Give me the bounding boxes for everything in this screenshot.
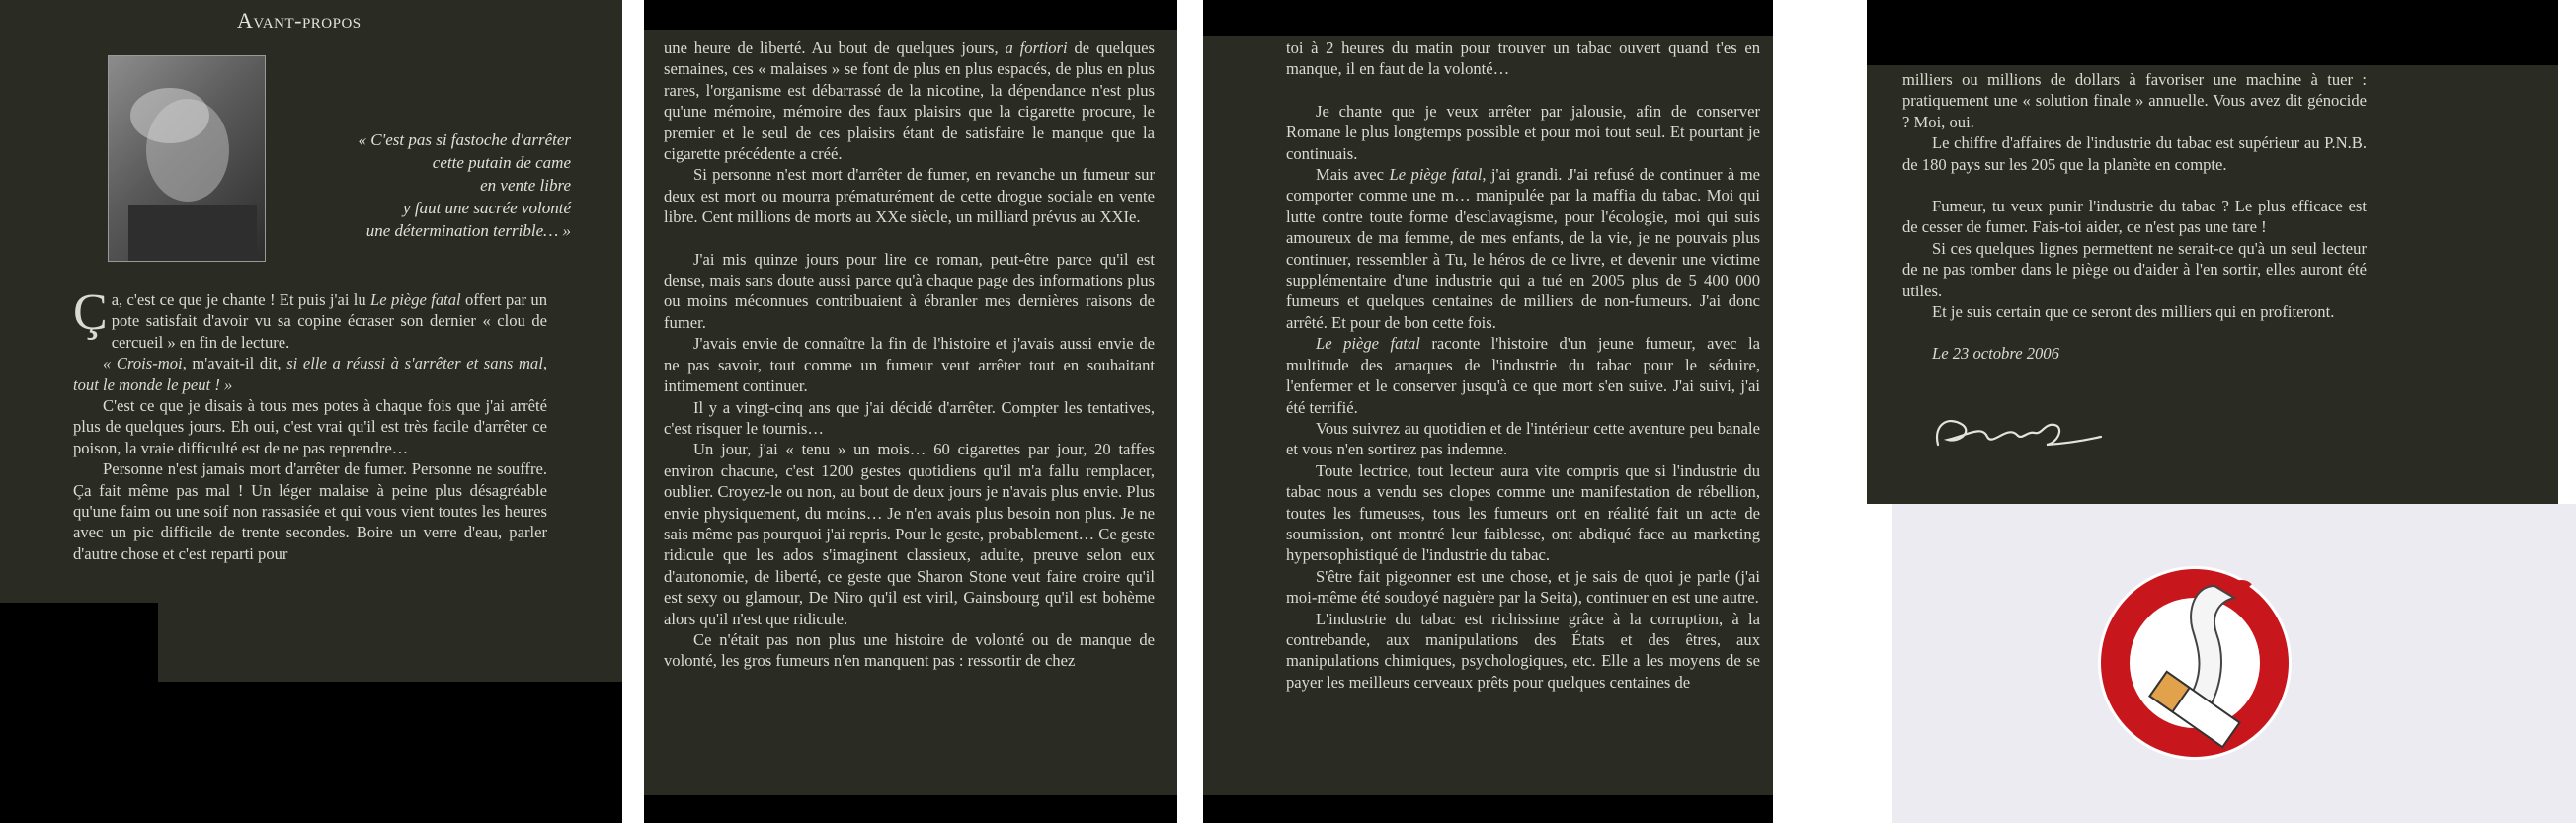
book-page-4: [1867, 0, 2558, 504]
paragraph: Un jour, j'ai « tenu » un mois… 60 cigarettes par jour, 20 taffes environ chacune, c'est 1200 gestes quotidiens qu'il m'a fallu remplacer, oublier. Croyez-le ou non, au bout de deux jours je n'avais plus envie. Plus envie physiquement, du moins… Je n'en avais plus besoin non plus. Je ne sais même pas pourquoi j'ai repris. Pour le geste, probablement… Ce geste ridicule que les ados s'imaginent classieux, adulte, preuve selon eux d'autonomie, de liberté, ce geste que Sharon Stone veut faire croire qu'il est sexy ou glamour, De Niro qu'il est viril, Gainsbourg qu'il est bohème alors qu'il n'est que ridicule.: [664, 440, 1155, 628]
book-page-2: [644, 0, 1177, 823]
paragraph: Et je suis certain que ce seront des milliers qui en profiteront.: [1932, 302, 2335, 322]
paragraph: toi à 2 heures du matin pour trouver un tabac ouvert quand t'es en manque, il en faut de la volonté…: [1286, 39, 1760, 79]
no-smoking-logo: [2096, 556, 2294, 769]
text-column: Ça, c'est ce que je chante ! Et puis j'ai lu Le piège fatal offert par un pote satisfait d'avoir vu sa copine écraser son dernier « clou de cercueil » en fin de lecture. « Crois-moi, m'avait-il dit, si elle a réussi à s'arrêter et sans mal, tout le monde le peut ! » C'est ce que je disais à tous mes potes à chaque fois que j'ai arrêté plus de quelques jours. Eh oui, c'est vrai qu'il est très facile d'arrêter ce poison, la vraie difficulté est de ne pas reprendre… Personne n'est jamais mort d'arrêter de fumer. Personne ne souffre. Ça fait même pas mal ! Un léger malaise à peine plus désagréable qu'une faim ou une soif non rassasiée et qui vous vient toutes les heures avec un pic difficile de trente secondes. Boire un verre d'eau, parler d'autre chose et c'est reparti pour: [73, 285, 548, 563]
paragraph: Vous suivrez au quotidien et de l'intérieur cette aventure peu banale et vous n'en sortirez pas indemne.: [1286, 418, 1760, 459]
text-column: toi à 2 heures du matin pour trouver un tabac ouvert quand t'es en manque, il en faut de la volonté… Je chante que je veux arrêter par jalousie, afin de conserver Romane le plus longtemps possible et pour moi tout seul. Et pourtant je continuais. Mais avec Le piège fatal, j'ai grandi. J'ai refusé de continuer à me comporter comme une m… manipulée par la maffia du tabac. Moi qui lutte contre toute forme d'esclavagisme, pour l'écologie, moi qui suis amoureux de ma femme, de mes enfants, de la vie, je ne pouvais plus continuer, ressembler à Tu, le héros de ce livre, et devenir une victime supplémentaire d'une industrie qui a tué en 2005 plus de 5 400 000 fumeurs et quelques centaines de milliers de non-fumeurs. J'ai donc arrêté. Et pour de bon cette fois. Le piège fatal raconte l'histoire d'un jeune fumeur, avec la multitude des arnaques de l'industrie du tabac pour le séduire, l'enfermer et le conserver jusqu'à ce que mort s'en suive. J'ai suivi, j'ai été terrifié. Vous suivrez au quotidien et de l'intérieur cette aventure peu banale et vous n'en sortirez pas indemne. Toute lectrice, tout lecteur aura vite compris que si l'industrie du tabac nous a vendu ses clopes comme une manifestation de rébellion, toutes les fumeuses, tous les fumeurs ont en réalité fait un acte de soumission, ont montré leur faiblesse, ont abdiqué face au marketing hypersophistiqué de l'industrie du tabac. S'être fait pigeonner est une chose, et je sais de quoi je parle (j'ai moi-même été soudoyé naguère par la Seita), continuer en est une autre. L'industrie du tabac est richissime grâce à la corruption, à la contrebande, aux manipulations des États et des êtres, aux manipulations chimiques, psychologiques, etc. Elle a les moyens de se payer les meilleurs cerveaux prêts pour quelques centaines de: [1286, 39, 1761, 692]
redaction-block: [644, 0, 1177, 30]
paragraph: Ce n'était pas non plus une histoire de volonté ou de manque de volonté, les gros fumeurs n'en manquent pas : ressortir de chez: [664, 629, 1155, 671]
paragraph: Si personne n'est mort d'arrêter de fumer, en revanche un fumeur sur deux est mort ou mourra prématurément de cette drogue sociale en vente libre. Cent millions de morts au XXe siècle, un milliard prévus au XXIe.: [664, 165, 1155, 227]
paragraph: Il y a vingt-cinq ans que j'ai décidé d'arrêter. Compter les tentatives, c'est risquer le tournis…: [664, 397, 1155, 438]
paragraph: J'avais envie de connaître la fin de l'histoire et j'avais aussi envie de ne pas savoir, tout comme un fumeur veut arrêter tout en souhaitant intimement continuer.: [664, 334, 1155, 396]
drop-cap: Ç: [73, 285, 108, 341]
redaction-block: [1867, 0, 2558, 65]
paragraph: Toute lectrice, tout lecteur aura vite compris que si l'industrie du tabac nous a vendu ses clopes comme une manifestation de rébellion, toutes les fumeuses, tous les fumeurs ont en réalité fait un acte de soumission, ont montré leur faiblesse, ont abdiqué face au marketing hypersophistiqué de l'industrie du tabac.: [1286, 460, 1760, 565]
paragraph: Si ces quelques lignes permettent ne serait-ce qu'à un seul lecteur de ne pas tomber dans le piège ou d'aider à l'en sortir, elles auront été utiles.: [1902, 238, 2367, 300]
book-page-3: [1203, 0, 1773, 823]
paragraph: C'est ce que je disais à tous mes potes à chaque fois que j'ai arrêté plus de quelques jours. Eh oui, c'est vrai qu'il est très facile d'arrêter ce poison, la vraie difficulté est de ne pas reprendre…: [73, 396, 547, 457]
redaction-block: [1203, 795, 1773, 823]
paragraph: Je chante que je veux arrêter par jalousie, afin de conserver Romane le plus longtemps possible et pour moi tout seul. Et pourtant je continuais.: [1286, 101, 1760, 163]
signature: [1928, 395, 2106, 464]
paragraph: Personne n'est jamais mort d'arrêter de fumer. Personne ne souffre. Ça fait même pas mal ! Un léger malaise à peine plus désagréable qu'une faim ou une soif non rassasiée et qui vous vient toutes les heures avec un pic difficile de trente secondes. Boire un verre d'eau, parler d'autre chose et c'est reparti pour: [73, 459, 547, 563]
redaction-block: [1203, 0, 1773, 36]
text-column: une heure de liberté. Au bout de quelques jours, a fortiori de quelques semaines, ces « malaises » se font de plus en plus espacés, de plus en plus rares, l'organisme est débarrassé de la nicotine, la dépendance n'est plus qu'une mémoire, mémoire des faux plaisirs que la cigarette procure, le premier et le seul de ces plaisirs étant de satisfaire le manque que la cigarette précédente a créé. Si personne n'est mort d'arrêter de fumer, en revanche un fumeur sur deux est mort ou mourra prématurément de cette drogue sociale en vente libre. Cent millions de morts au XXe siècle, un milliard prévus au XXIe. J'ai mis quinze jours pour lire ce roman, peut-être parce qu'il est dense, mais sans doute aussi parce qu'à chaque page des informations plus ou moins méconnues contribuaient à ébranler mes dernières raisons de fumer. J'avais envie de connaître la fin de l'histoire et j'avais aussi envie de ne pas savoir, tout comme un fumeur veut arrêter tout en souhaitant intimement continuer. Il y a vingt-cinq ans que j'ai décidé d'arrêter. Compter les tentatives, c'est risquer le tournis… Un jour, j'ai « tenu » un mois… 60 cigarettes par jour, 20 taffes environ chacune, c'est 1200 gestes quotidiens qu'il m'a fallu remplacer, oublier. Croyez-le ou non, au bout de deux jours je n'avais plus envie. Plus envie physiquement, du moins… Je n'en avais plus besoin non plus. Je ne sais même pas pourquoi j'ai repris. Pour le geste, probablement… Ce geste ridicule que les ados s'imaginent classieux, adulte, preuve selon eux d'autonomie, de liberté, ce geste que Sharon Stone veut faire croire qu'il est sexy ou glamour, De Niro qu'il est viril, Gainsbourg qu'il est bohème alors qu'il n'est que ridicule. Ce n'était pas non plus une histoire de volonté ou de manque de volonté, les gros fumeurs n'en manquent pas : ressortir de chez: [664, 39, 1155, 671]
paragraph: J'ai mis quinze jours pour lire ce roman, peut-être parce qu'il est dense, mais sans doute aussi parce qu'à chaque page des informations plus ou moins méconnues contribuaient à ébranler mes dernières raisons de fumer.: [664, 249, 1155, 332]
book-page-1: [0, 0, 622, 823]
redaction-block: [0, 603, 158, 823]
author-photo: [108, 55, 266, 262]
paragraph: milliers ou millions de dollars à favoriser une machine à tuer : pratiquement une « solution finale » annuelle. Vous avez dit génocide ? Moi, oui.: [1902, 70, 2367, 131]
paragraph: Le chiffre d'affaires de l'industrie du tabac est supérieur au P.N.B. de 180 pays sur les 205 que la planète en compte.: [1902, 133, 2367, 174]
paragraph: Fumeur, tu veux punir l'industrie du tabac ? Le plus efficace est de cesser de fumer. Fais-toi aider, ce n'est pas une tare !: [1902, 197, 2367, 237]
signature-date: Le 23 octobre 2006: [1932, 344, 2059, 364]
paragraph: L'industrie du tabac est richissime grâce à la corruption, à la contrebande, aux manipulations des États et des êtres, aux manipulations chimiques, psychologiques, etc. Elle a les moyens de se payer les meilleurs cerveaux prêts pour quelques centaines de: [1286, 609, 1760, 692]
paragraph: S'être fait pigeonner est une chose, et je sais de quoi je parle (j'ai moi-même été soudoyé naguère par la Seita), continuer en est une autre.: [1286, 566, 1760, 608]
text-column: [1902, 69, 2367, 365]
page-title: Avant-propos: [237, 8, 362, 33]
epigraph-quote: « C'est pas si fastoche d'arrêter cette putain de came en vente libre y faut une sacrée volonté une détermination terrible… »: [358, 130, 571, 240]
redaction-block: [644, 795, 1177, 823]
redaction-block: [158, 682, 622, 823]
